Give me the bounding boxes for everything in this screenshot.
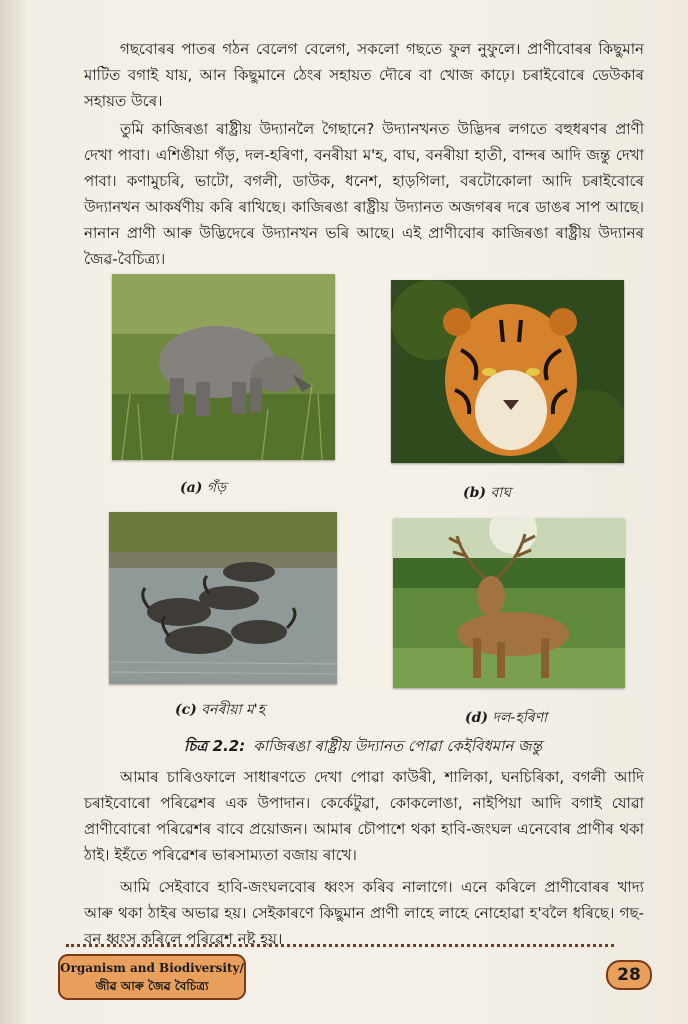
figure-number: চিত্ৰ 2.2:	[184, 737, 246, 755]
paragraph-2: তুমি কাজিৰঙা ৰাষ্ট্ৰীয় উদ্যানলৈ গৈছানে? উদ্যানখনত উদ্ভিদৰ লগতে বহুধৰণৰ প্ৰাণী দেখা পাবা। এশিঙীয়া গঁড়, দল-হৰিণা, বনৰীয়া ম'হ, বাঘ, বনৰীয়া হাতী, বান্দৰ আদি জন্তু দেখা পাবা। কণামুচৰি, ভাটো, বগলী, ডাউক, ধনেশ, হাড়গিলা, বৰটোকোলা আদি চৰাইবোৰে উদ্যানখন আকৰ্ষণীয় কৰি ৰাখিছে। কাজিৰঙা ৰাষ্ট্ৰীয় উদ্যানত অজগৰৰ দৰে ডাঙৰ সাপ আছে। নানান প্ৰাণী আৰু উদ্ভিদেৰে উদ্যানখন ভৰি আছে। এই প্ৰাণীবোৰ কাজিৰঙা ৰাষ্ট্ৰীয় উদ্যানৰ জৈৱ-বৈচিত্ৰ্য।	[84, 120, 644, 268]
wild-buffalo-photo	[109, 512, 337, 684]
rhinoceros-photo	[112, 274, 335, 460]
caption-a: (a) গঁড়	[180, 480, 226, 496]
chapter-title-english: Organism and Biodiversity/	[60, 961, 244, 975]
tiger-photo	[391, 280, 624, 463]
page-number: 28	[606, 960, 652, 990]
caption-d: (d) দল-হৰিণা	[465, 710, 548, 726]
paragraph-4: আমি সেইবাবে হাবি-জংঘলবোৰ ধ্বংস কৰিব নালাগে। এনে কৰিলে প্ৰাণীবোৰৰ খাদ্য আৰু থকা ঠাইৰ অভাৱ হয়। সেইকাৰণে কিছুমান প্ৰাণী লাহে লাহে নোহোৱা হ'বলৈ ধৰিছে। গছ-বন ধ্বংস কৰিলে পৰিৱেশ নষ্ট হয়।	[84, 878, 644, 948]
paragraph-1: গছবোৰৰ পাতৰ গঠন বেলেগ বেলেগ, সকলো গছতে ফুল নুফুলে। প্ৰাণীবোৰৰ কিছুমান মাটিত বগাই যায়, আন কিছুমানে ঠেংৰ সহায়ত দৌৰে বা খোজ কাঢ়ে। চৰাইবোৰে ডেউকাৰ সহায়ত উৰে।	[84, 40, 644, 110]
figure-title-text: কাজিৰঙা ৰাষ্ট্ৰীয় উদ্যানত পোৱা কেইবিধমান জন্তু	[253, 737, 542, 755]
caption-c: (c) বনৰীয়া ম'হ	[175, 702, 266, 718]
caption-b: (b) বাঘ	[463, 485, 511, 501]
chapter-footer-badge	[58, 954, 246, 1000]
swamp-deer-photo	[393, 518, 625, 688]
footer-divider	[66, 944, 614, 947]
paragraph-3: আমাৰ চাৰিওফালে সাধাৰণতে দেখা পোৱা কাউৰী, শালিকা, ঘনচিৰিকা, বগলী আদি চৰাইবোৰো পৰিৱেশৰ এক উপাদান। কেৰ্কেটুৱা, কোকলোঙা, নাইপিয়া আদি বগাই যোৱা প্ৰাণীবোৰো পৰিৱেশৰ বাবে প্ৰয়োজন। আমাৰ চৌপাশে থকা হাবি-জংঘল এনেবোৰ প্ৰাণীৰ থকা ঠাই। ইহঁতে পৰিৱেশৰ ভাৰসাম্যতা বজায় ৰাখে।	[84, 768, 644, 864]
figure-title	[184, 735, 542, 760]
chapter-title-assamese: জীৱ আৰু জৈৱ বৈচিত্ৰ্য	[95, 979, 209, 993]
